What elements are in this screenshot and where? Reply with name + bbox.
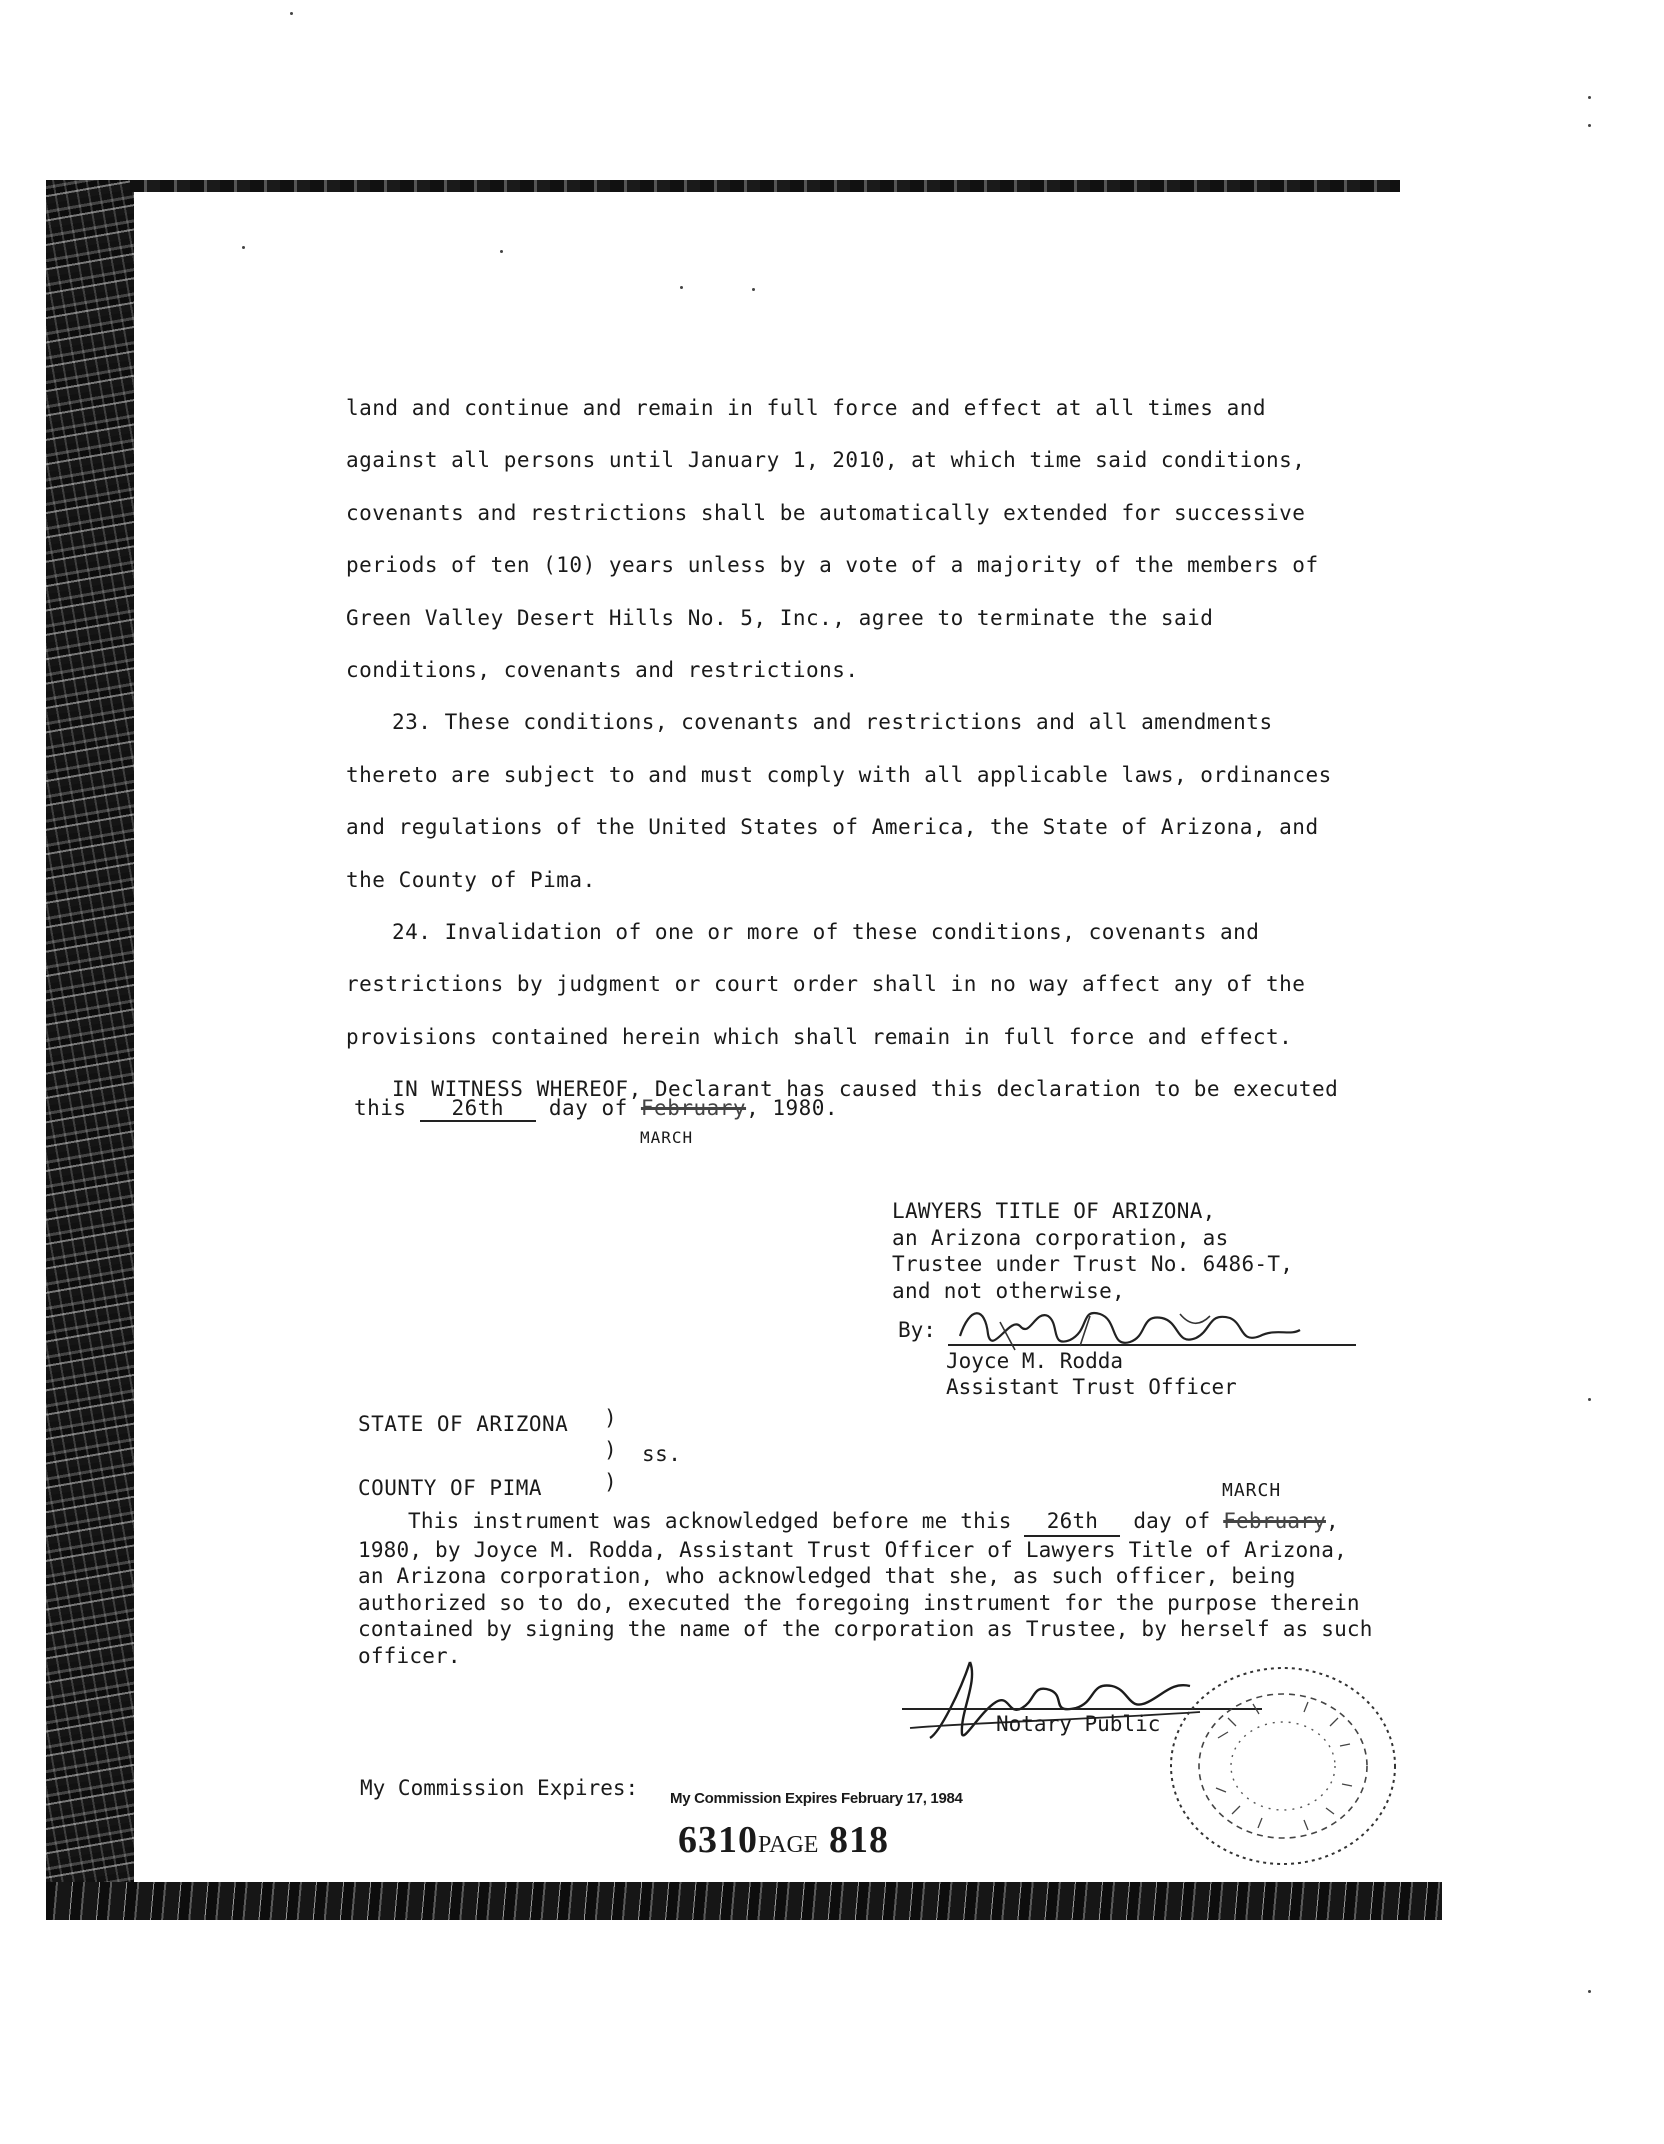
acknowledgment-paragraph [358,1508,1378,1670]
ack-rest: , 1980, by Joyce M. Rodda, Assistant Trust Officer of Lawyers Title of Arizona, an Arizona corporation, who acknowledged that she, as such officer, being authorized so to do, executed the foregoing instrument for the purpose therein contained by signing the name of the corporation as Trustee, by herself as such officer. [358,1509,1373,1668]
scan-speck [290,12,293,15]
scan-speck [1588,96,1591,99]
trustee-line: LAWYERS TITLE OF ARIZONA, [892,1199,1216,1223]
execution-month-struck: February [640,1096,747,1120]
scan-speck [680,286,683,289]
notary-public-label: Notary Public [996,1712,1161,1736]
trustee-line: Trustee under Trust No. 6486-T, [892,1252,1294,1277]
execution-day-field: 26th [420,1096,536,1122]
ack-day-of: day of [1133,1509,1211,1533]
execution-month-correction: MARCH [640,1128,694,1147]
paragraph-22-continued: land and continue and remain in full force and effect at all times and against all persons until January 1, 2010, at which time said conditions, covenants and restrictions shall be automatically extended for successive periods of ten (10) years unless by a vote of a majority of the members of Green Valley Desert Hills No. 5, Inc., agree to terminate the said conditions, covenants and restrictions. [346,396,1319,683]
commission-expiry-stamp: My Commission Expires February 17, 1984 [670,1790,963,1807]
trustee-line: an Arizona corporation, as [892,1225,1229,1250]
trustee-line: and not otherwise, [892,1278,1125,1303]
document-body [346,382,1346,1116]
ack-month-correction: MARCH [1222,1480,1282,1501]
execution-date-line [354,1096,838,1122]
by-label: By: [898,1318,936,1342]
scan-speck [1588,1990,1591,1993]
notary-seal [1158,1658,1408,1874]
execution-year: , 1980. [746,1096,839,1120]
execution-prefix: this [354,1096,407,1120]
paragraph-24: 24. Invalidation of one or more of these conditions, covenants and restrictions by judgment or court order shall in no way affect any of the provisions contained herein which shall remain in full force and effect. [346,920,1306,1049]
trust-officer-block [946,1348,1237,1400]
ack-day-field: 26th [1024,1508,1120,1537]
recording-book-page-stamp [678,1818,889,1862]
witness-clause: IN WITNESS WHEREOF, Declarant has caused this declaration to be executed [392,1077,1339,1102]
signer-title: Assistant Trust Officer [946,1375,1237,1399]
scan-border-bottom [46,1882,1442,1920]
venue-bracket: ) [604,1438,618,1462]
signer-name: Joyce M. Rodda [946,1349,1124,1373]
recording-page-label: PAGE [758,1832,819,1858]
scan-speck [752,288,755,291]
ack-month-struck: February [1223,1509,1326,1533]
venue-bracket: ) [604,1470,618,1494]
recording-page-number: 818 [828,1819,889,1861]
venue-county: COUNTY OF PIMA [358,1476,543,1500]
scan-speck [500,250,503,253]
venue-bracket: ) [604,1406,618,1430]
paragraph-23: 23. These conditions, covenants and restrictions and all amendments thereto are subject to and must comply with all applicable laws, ordinances and regulations of the United States of America, the State of Arizona, and the County of Pima. [346,710,1332,892]
venue-state: STATE OF ARIZONA [358,1412,569,1436]
scan-border-left [46,180,134,1920]
trustee-signature-block [892,1198,1293,1304]
scan-speck [1588,124,1591,127]
recording-book-number: 6310 [678,1819,758,1861]
scan-speck [1588,1398,1591,1401]
scan-speck [242,246,245,249]
commission-expires-label: My Commission Expires: [360,1776,639,1800]
scan-border-top [130,180,1400,192]
ack-lead: This instrument was acknowledged before me this [408,1509,1012,1533]
execution-day-of: day of [548,1096,628,1120]
venue-ss: ss. [642,1442,682,1466]
